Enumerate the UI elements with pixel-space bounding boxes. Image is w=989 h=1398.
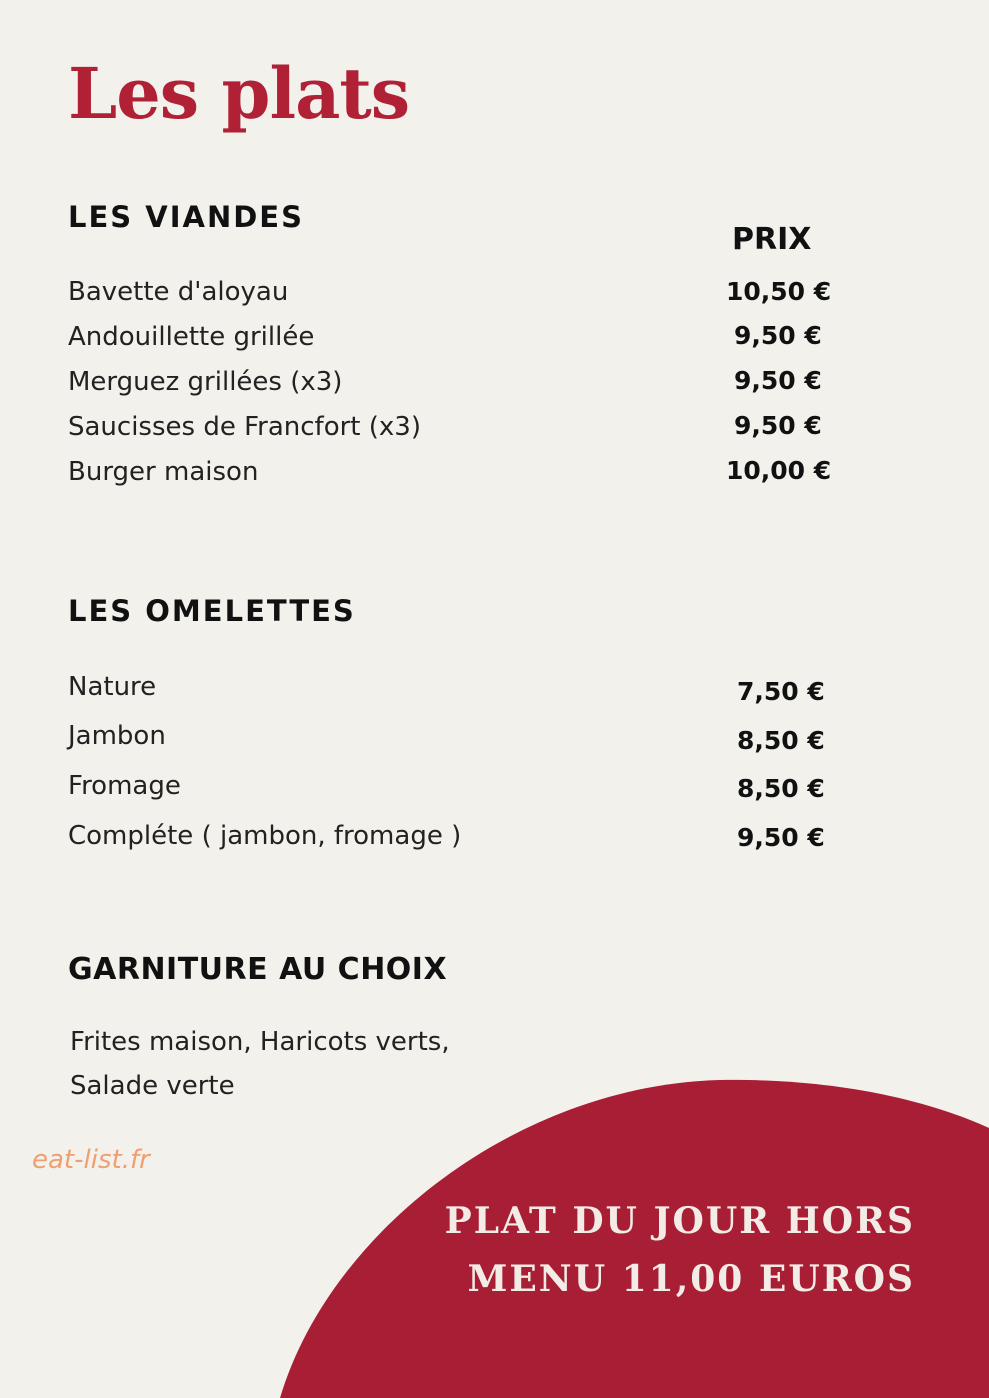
garniture-line: Salade verte	[70, 1071, 235, 1101]
menu-item-name: Bavette d'aloyau	[68, 277, 289, 307]
menu-item-name: Saucisses de Francfort (x3)	[68, 412, 421, 442]
price-column-header: PRIX	[732, 222, 812, 257]
menu-item-name: Andouillette grillée	[68, 322, 315, 352]
plat-du-jour-line: MENU 11,00 EUROS	[467, 1258, 915, 1300]
menu-item-name: Burger maison	[68, 457, 259, 487]
menu-item-price: 9,50 €	[737, 823, 825, 852]
section-title-omelettes: LES OMELETTES	[68, 594, 356, 628]
menu-item-price: 10,00 €	[726, 456, 832, 485]
plat-du-jour-line: PLAT DU JOUR HORS	[444, 1200, 915, 1242]
menu-item-name: Nature	[68, 672, 157, 702]
menu-item-name: Fromage	[68, 771, 181, 801]
garniture-line: Frites maison, Haricots verts,	[70, 1027, 450, 1057]
page-title: Les plats	[68, 52, 410, 135]
menu-item-name: Merguez grillées (x3)	[68, 367, 343, 397]
menu-item-price: 10,50 €	[726, 277, 832, 306]
menu-item-name: Jambon	[68, 721, 166, 751]
menu-item-price: 8,50 €	[737, 726, 825, 755]
plat-du-jour-banner	[445, 1192, 915, 1308]
garniture-text	[70, 1020, 450, 1108]
section-title-garniture: GARNITURE AU CHOIX	[68, 952, 448, 987]
menu-item-price: 9,50 €	[734, 366, 822, 395]
menu-item-price: 9,50 €	[734, 321, 822, 350]
menu-item-price: 8,50 €	[737, 774, 825, 803]
section-title-viandes: LES VIANDES	[68, 200, 304, 234]
menu-item-price: 7,50 €	[737, 677, 825, 706]
watermark-link: eat-list.fr	[32, 1145, 150, 1175]
menu-item-name: Compléte ( jambon, fromage )	[68, 821, 462, 851]
menu-item-price: 9,50 €	[734, 411, 822, 440]
